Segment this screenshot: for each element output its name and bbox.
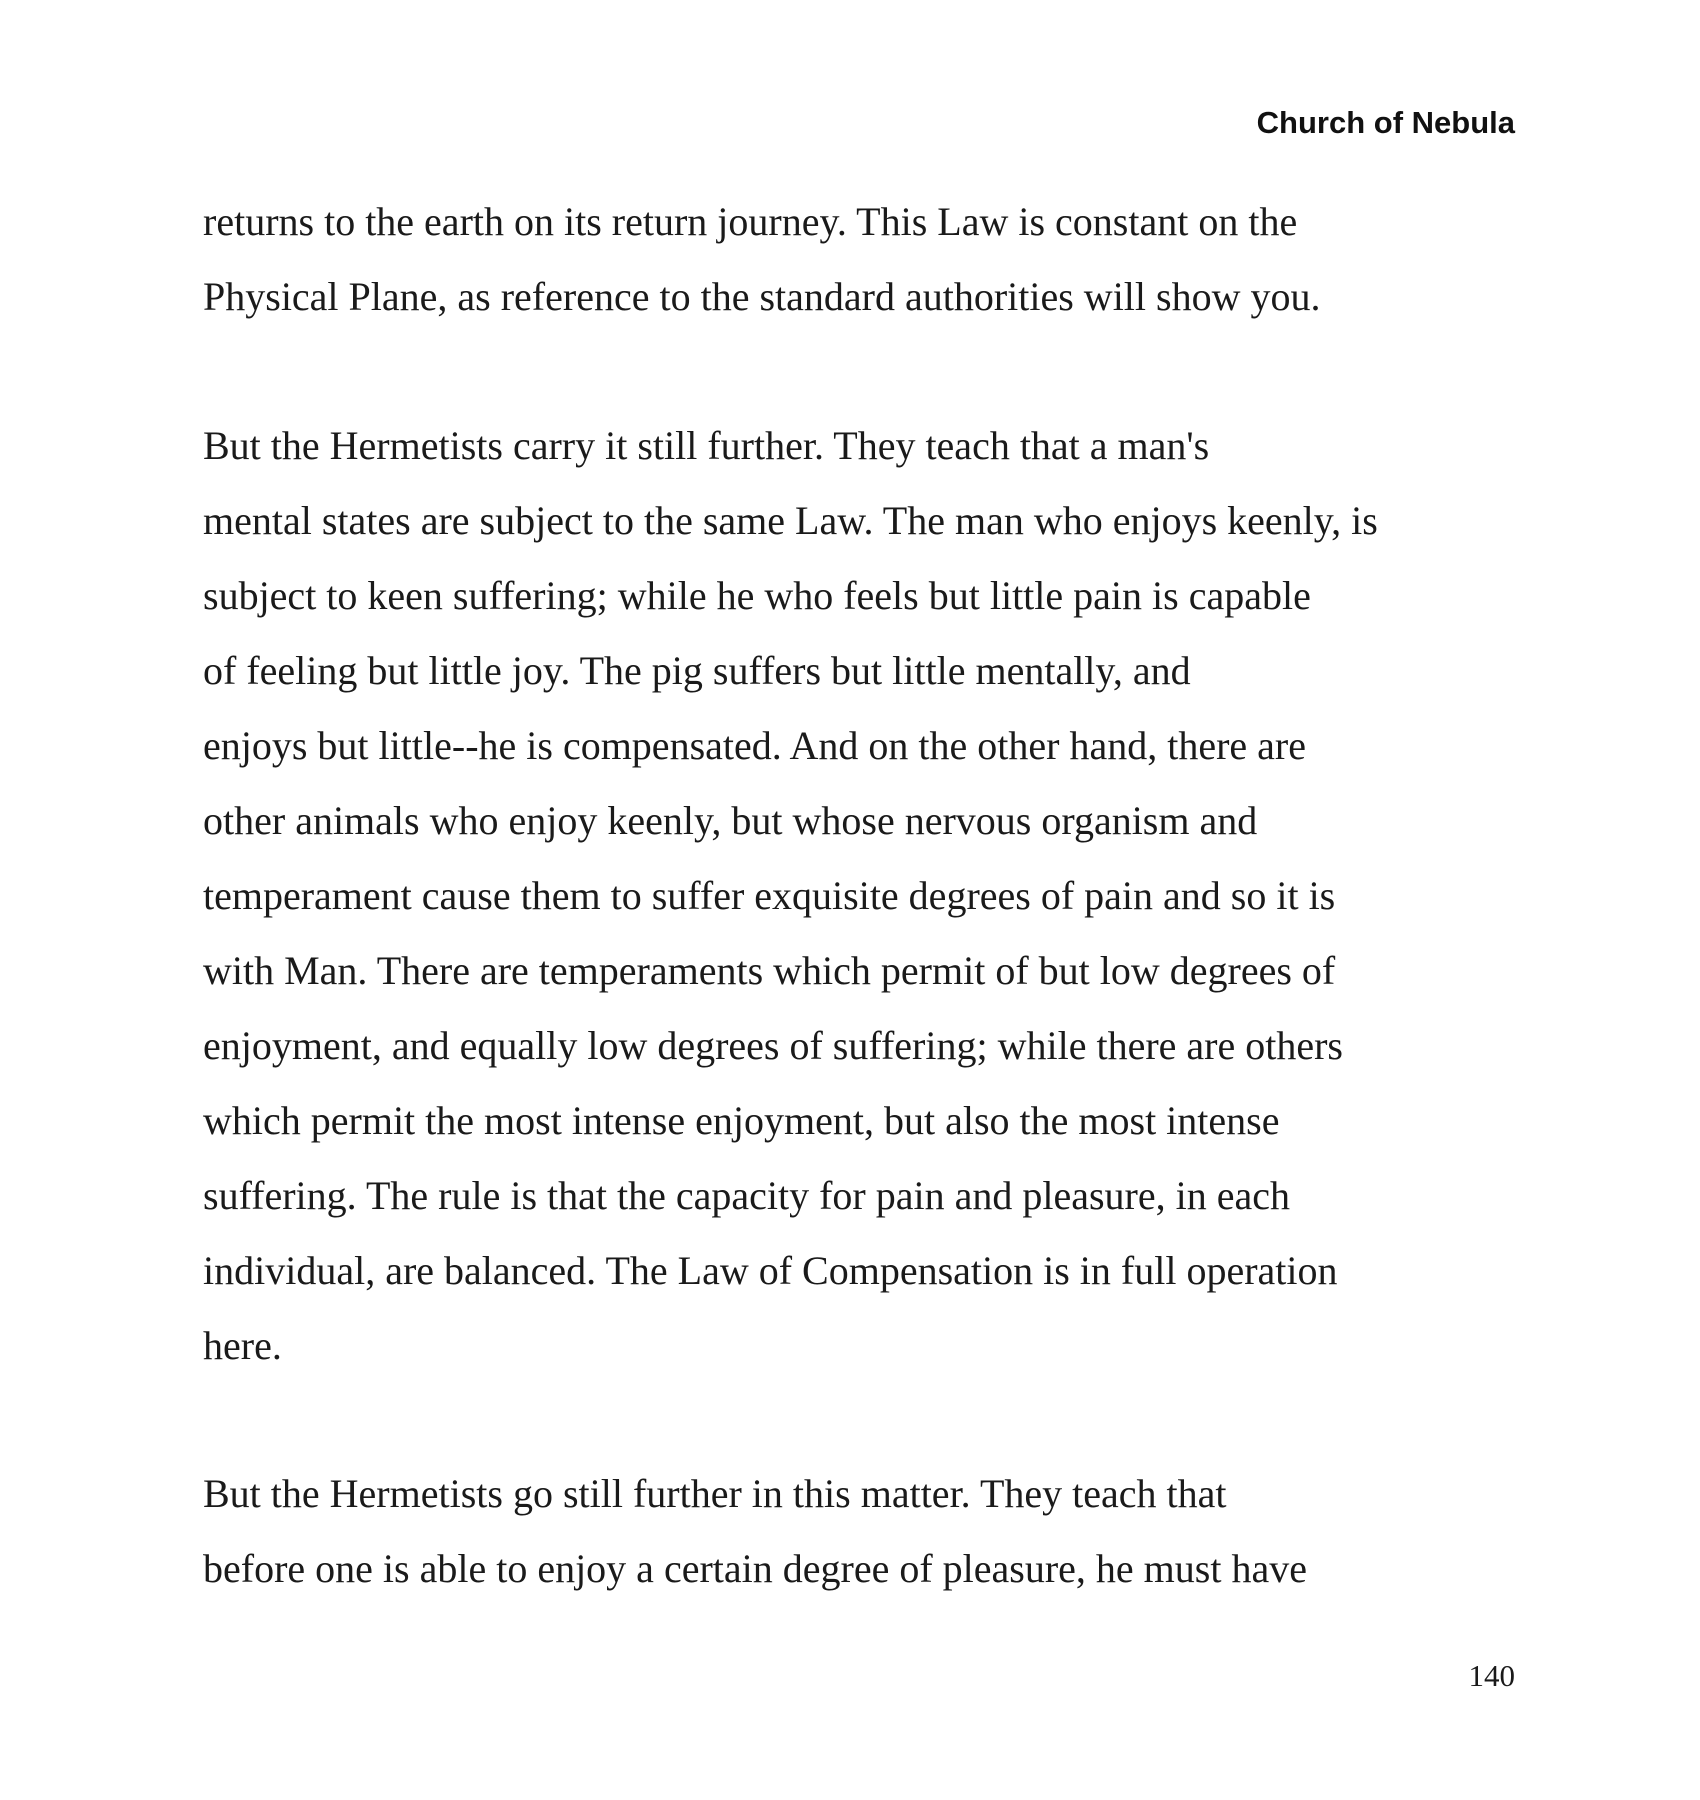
- text-line: temperament cause them to suffer exquisite degrees of pain and so it is: [203, 873, 1336, 918]
- text-line: other animals who enjoy keenly, but whose nervous organism and: [203, 798, 1258, 843]
- text-line: But the Hermetists go still further in this matter. They teach that: [203, 1471, 1227, 1516]
- text-line: subject to keen suffering; while he who feels but little pain is capable: [203, 573, 1311, 618]
- text-line: But the Hermetists carry it still further. They teach that a man's: [203, 423, 1210, 468]
- text-line: enjoys but little--he is compensated. And on the other hand, there are: [203, 723, 1307, 768]
- text-line: of feeling but little joy. The pig suffers but little mentally, and: [203, 648, 1191, 693]
- text-line: with Man. There are temperaments which permit of but low degrees of: [203, 948, 1336, 993]
- text-line: individual, are balanced. The Law of Compensation is in full operation: [203, 1248, 1338, 1293]
- text-line: here.: [203, 1323, 282, 1368]
- text-line: mental states are subject to the same Law. The man who enjoys keenly, is: [203, 498, 1378, 543]
- text-line: before one is able to enjoy a certain degree of pleasure, he must have: [203, 1546, 1307, 1591]
- text-line: suffering. The rule is that the capacity for pain and pleasure, in each: [203, 1173, 1290, 1218]
- text-line: enjoyment, and equally low degrees of suffering; while there are others: [203, 1023, 1343, 1068]
- text-line: Physical Plane, as reference to the standard authorities will show you.: [203, 274, 1321, 319]
- running-header: Church of Nebula: [1256, 105, 1515, 140]
- text-line: which permit the most intense enjoyment, but also the most intense: [203, 1098, 1280, 1143]
- text-line: returns to the earth on its return journey. This Law is constant on the: [203, 199, 1298, 244]
- page-number: 140: [1468, 1658, 1515, 1693]
